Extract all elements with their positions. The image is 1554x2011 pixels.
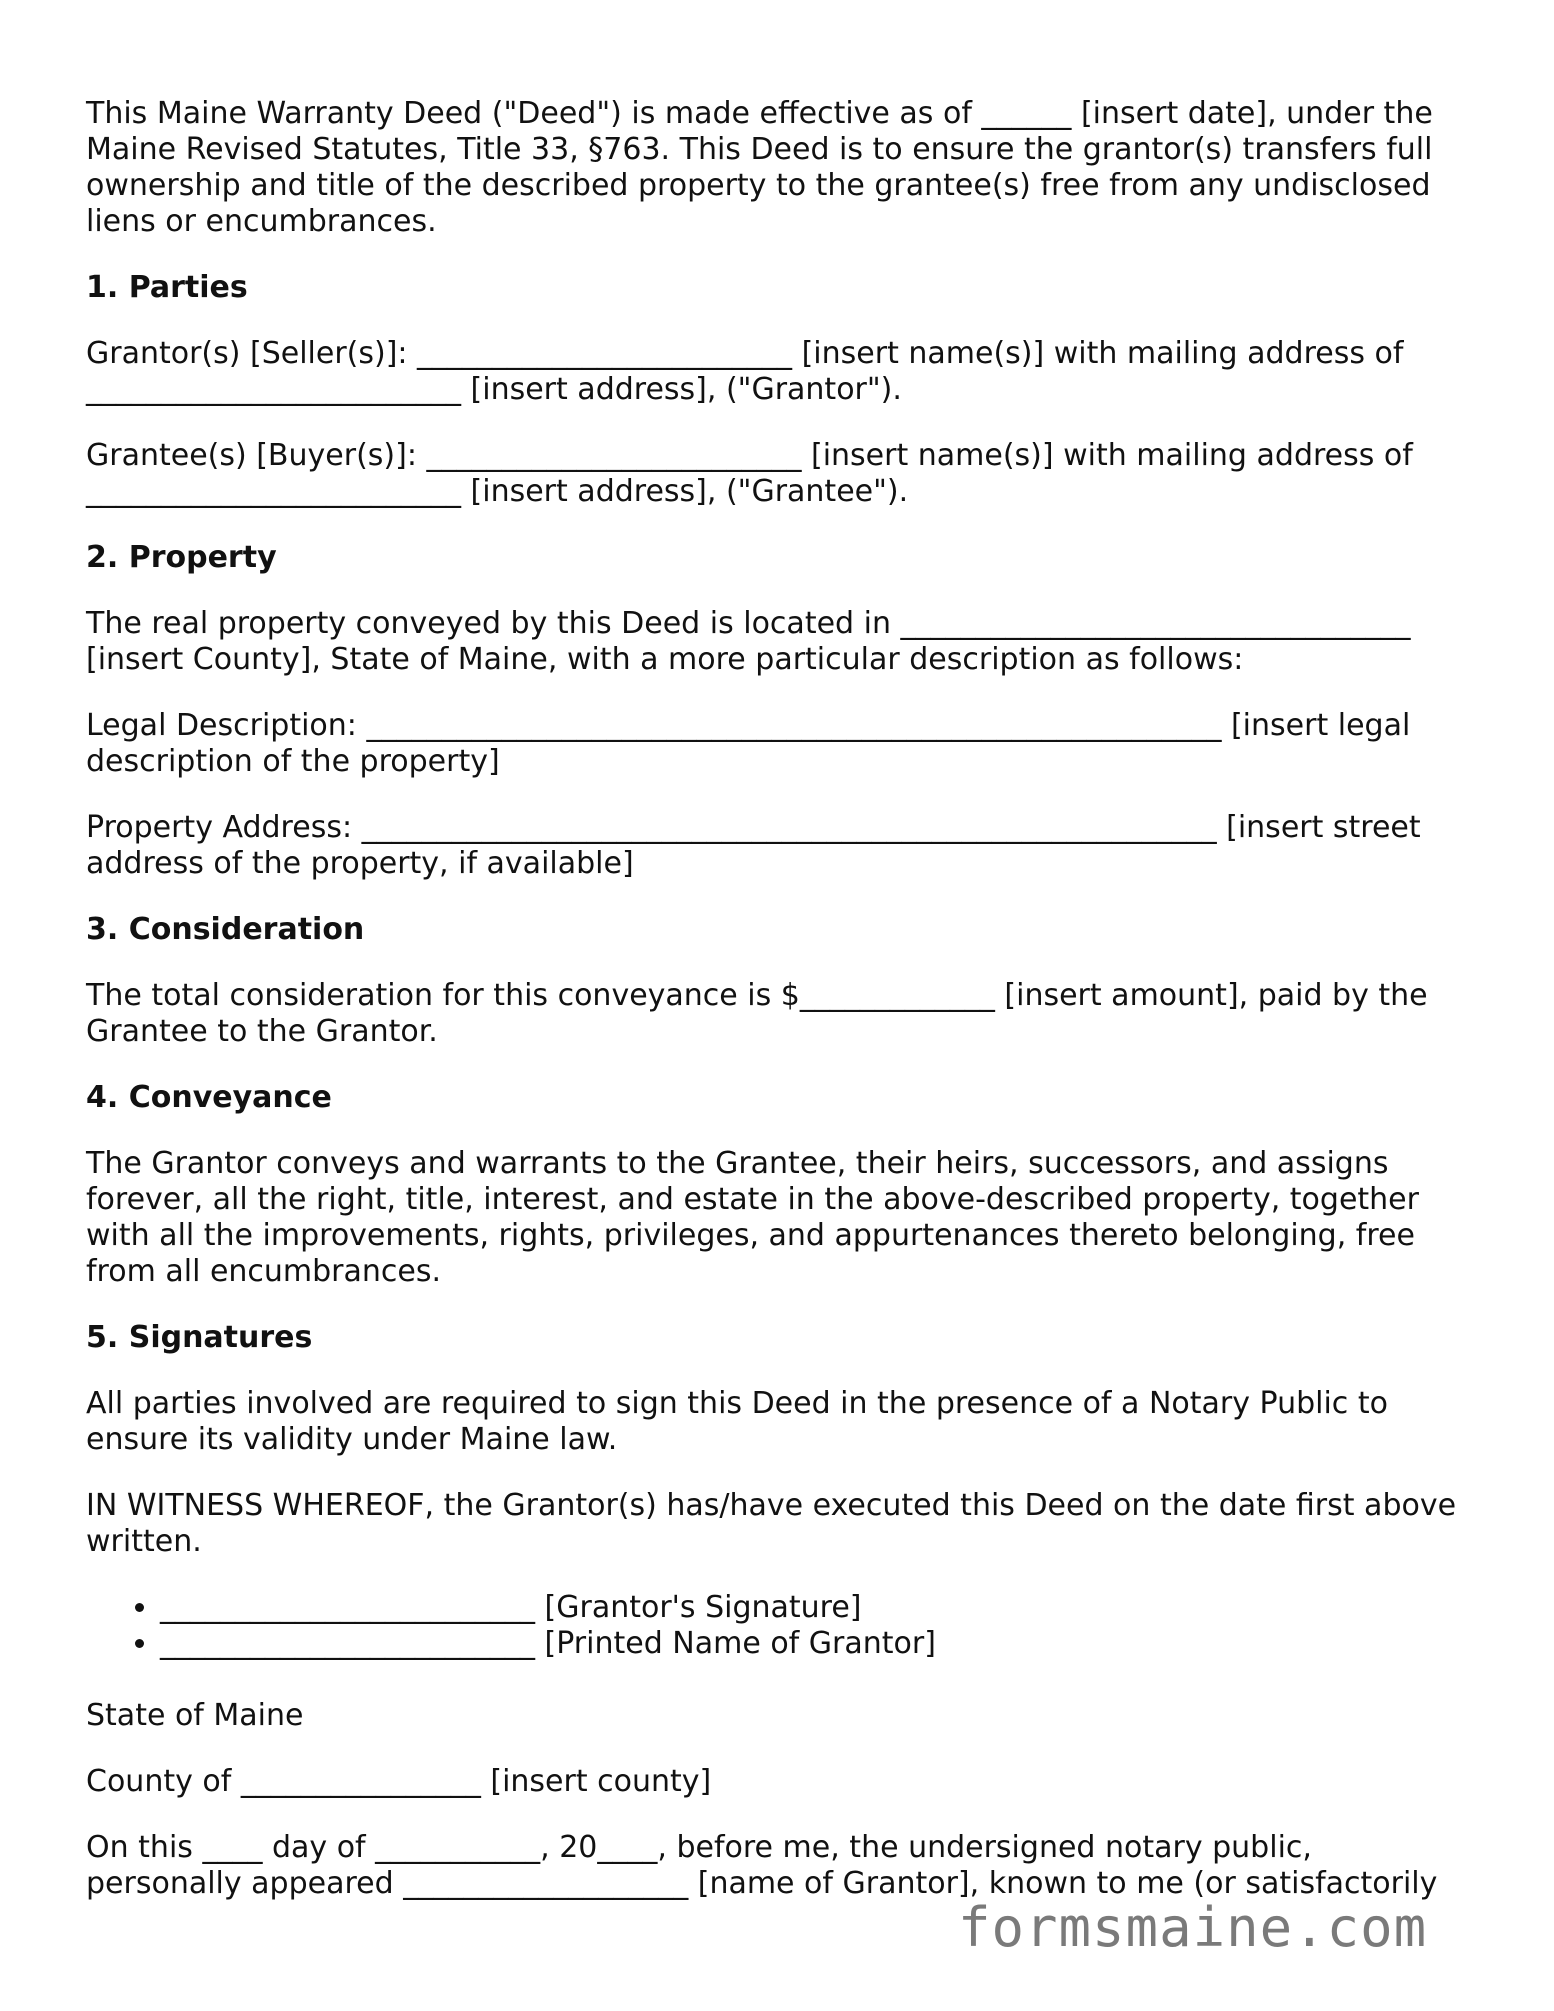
conveyance-paragraph: The Grantor conveys and warrants to the Grantee, their heirs, successors, and assigns forever, all the right, title, interest, and estate in the above-described property, together with all the improvements, rights, privileges, and appurtenances thereto belonging, free from all encumbrances. bbox=[86, 1146, 1419, 1289]
grantor-paragraph: Grantor(s) [Seller(s)]: _________________________ [insert name(s)] with mailing address of _________________________ [insert address], ("Grantor"). bbox=[86, 336, 1404, 407]
watermark: formsmaine.com bbox=[958, 1896, 1428, 1959]
property-location-paragraph: The real property conveyed by this Deed is located in __________________________________ [insert County], State of Maine, with a more particular description as follows: bbox=[86, 606, 1411, 677]
property-heading: 2. Property bbox=[86, 540, 277, 575]
notary-acknowledgment: On this ____ day of ___________, 20____, before me, the undersigned notary public, personally appeared ___________________ [name of Grantor], known to me (or satisfactorily bbox=[86, 1830, 1438, 1901]
grantor-signature-line: • _________________________ [Grantor's Signature] bbox=[160, 1590, 1466, 1626]
conveyance-heading: 4. Conveyance bbox=[86, 1080, 332, 1115]
property-address-paragraph: Property Address: _________________________________________________________ [insert street address of the property, if available] bbox=[86, 810, 1421, 881]
grantor-printed-name-line: • _________________________ [Printed Name of Grantor] bbox=[160, 1626, 1466, 1662]
notary-state: State of Maine bbox=[86, 1698, 304, 1733]
consideration-paragraph: The total consideration for this conveyance is $_____________ [insert amount], paid by the Grantee to the Grantor. bbox=[86, 978, 1428, 1049]
legal-description-paragraph: Legal Description: _________________________________________________________ [insert legal description of the property] bbox=[86, 708, 1411, 779]
parties-heading: 1. Parties bbox=[86, 270, 248, 305]
document-page bbox=[86, 96, 1466, 1902]
notary-county: County of ________________ [insert county] bbox=[86, 1764, 712, 1799]
witness-paragraph: IN WITNESS WHEREOF, the Grantor(s) has/have executed this Deed on the date first above written. bbox=[86, 1488, 1457, 1559]
consideration-heading: 3. Consideration bbox=[86, 912, 365, 947]
grantee-paragraph: Grantee(s) [Buyer(s)]: _________________________ [insert name(s)] with mailing address of _________________________ [insert address], ("Grantee"). bbox=[86, 438, 1413, 509]
signatures-heading: 5. Signatures bbox=[86, 1320, 313, 1355]
intro-paragraph: This Maine Warranty Deed ("Deed") is made effective as of ______ [insert date], under the Maine Revised Statutes, Title 33, §763. This Deed is to ensure the grantor(s) transfers full ownership and title of the described property to the grantee(s) free from any undisclosed liens or encumbrances. bbox=[86, 96, 1433, 239]
signature-requirement-paragraph: All parties involved are required to sign this Deed in the presence of a Notary Public to ensure its validity under Maine law. bbox=[86, 1386, 1388, 1457]
signature-list bbox=[86, 1590, 1466, 1662]
